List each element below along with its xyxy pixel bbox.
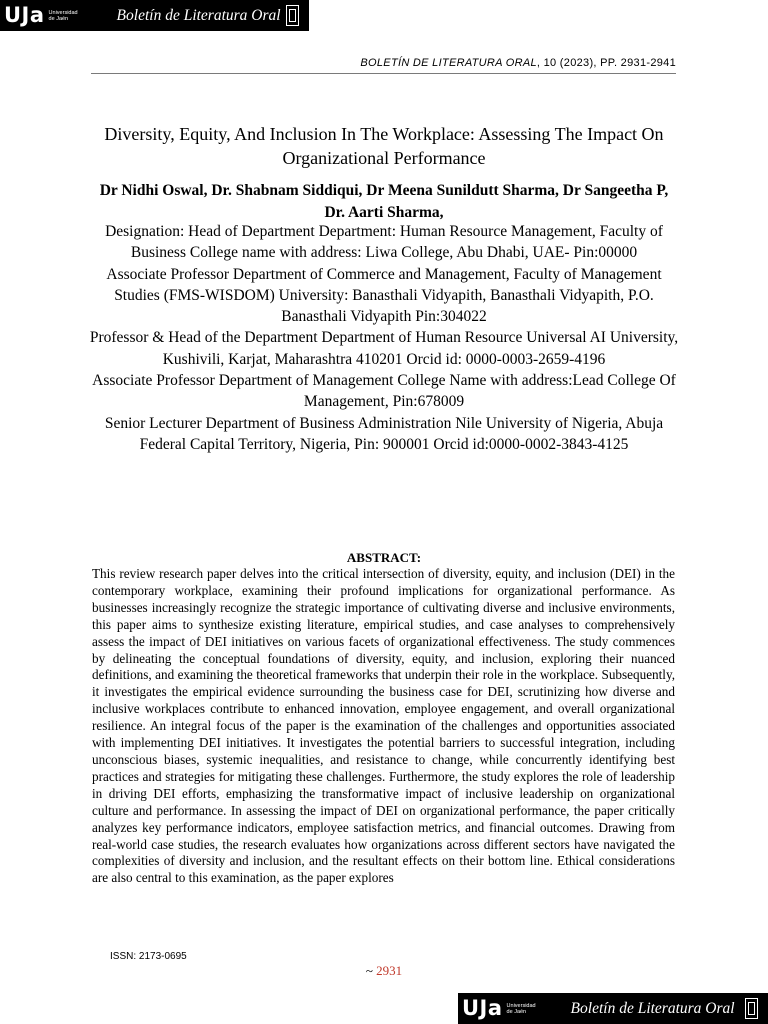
- uja-logo: UJa: [4, 3, 45, 27]
- abstract-heading: ABSTRACT:: [346, 550, 422, 565]
- affiliation-2: Associate Professor Department of Commerce and Management, Faculty of Management Studies (FMS-WISDOM) University: Banasthali Vidyapith, Banasthali Vidyapith, P.O. Banasthali Vidyapith Pin:304022: [106, 265, 662, 326]
- page-number: [0, 963, 768, 979]
- uja-logo: UJa: [462, 996, 503, 1020]
- journal-title: Boletín de Literatura Oral: [570, 999, 735, 1017]
- page-number-value: 2931: [376, 963, 403, 978]
- affiliation-5: Senior Lecturer Department of Business Administration Nile University of Nigeria, Abuja Federal Capital Territory, Nigeria, Pin: 900001 Orcid id:0000-0002-3843-4125: [104, 414, 664, 453]
- crest-icon: [286, 5, 299, 26]
- running-header-journal: BOLETÍN DE LITERATURA ORAL: [360, 57, 537, 69]
- author-list: Dr Nidhi Oswal, Dr. Shabnam Siddiqui, Dr Meena Sunildutt Sharma, Dr Sangeetha P, Dr. Aarti Sharma,: [99, 182, 669, 221]
- affiliation-1: Designation: Head of Department Department: Human Resource Management, Faculty of Business College name with address: Liwa College, Abu Dhabi, UAE- Pin:00000: [105, 223, 663, 262]
- issn: ISSN: 2173-0695: [110, 951, 187, 962]
- journal-banner-bottom: [458, 993, 768, 1024]
- affiliation-3: Professor & Head of the Department Department of Human Resource Universal AI University, Kushivili, Karjat, Maharashtra 410201 Orcid id: 0000-0003-2659-4196: [89, 329, 679, 368]
- affiliations: [86, 221, 682, 455]
- university-name: Universidad de Jaén: [48, 9, 78, 22]
- affiliation-4: Associate Professor Department of Management College Name with address:Lead College Of Management, Pin:678009: [92, 372, 676, 411]
- running-header-citation: , 10 (2023), PP. 2931-2941: [536, 57, 676, 69]
- university-name: Universidad de Jaén: [506, 1002, 536, 1015]
- abstract-body: This review research paper delves into the critical intersection of diversity, equity, and inclusion (DEI) in the contemporary workplace, examining their profound implications for organizational performance. As businesses increasingly recognize the strategic importance of cultivating diverse and inclusive environments, this paper aims to synthesize existing literature, empirical studies, and case analyses to comprehensively assess the impact of DEI initiatives on various facets of organizational effectiveness. The study commences by delineating the conceptual foundations of diversity, equity, and inclusion, exploring their nuanced definitions, and examining the theoretical frameworks that underpin their role in the workplace. Subsequently, it investigates the empirical evidence surrounding the business case for DEI, scrutinizing how diverse and inclusive workplaces contribute to enhanced innovation, employee engagement, and overall organizational resilience. An integral focus of the paper is the examination of the challenges and opportunities associated with implementing DEI initiatives. It investigates the potential barriers to successful integration, including unconscious biases, systemic inequalities, and resistance to change, while concurrently identifying best practices and strategies for mitigating these challenges. Furthermore, the study explores the role of leadership in driving DEI efforts, emphasizing the transformative impact of inclusive leadership on organizational culture and performance. In assessing the impact of DEI on organizational performance, the paper critically analyzes key performance indicators, employee satisfaction metrics, and financial outcomes. Drawing from real-world case studies, the research evaluates how organizations across different sectors have navigated the complexities of diversity and inclusion, and the resultant effects on their bottom line. Ethical considerations are also central to this examination, as the paper explores: [92, 566, 675, 886]
- journal-title: Boletín de Literatura Oral: [116, 6, 281, 24]
- running-header: [360, 57, 676, 69]
- page-prefix: ~: [365, 963, 377, 978]
- header-rule: [91, 73, 676, 74]
- paper-title: Diversity, Equity, And Inclusion In The Workplace: Assessing The Impact On Organizational Performance: [104, 124, 664, 168]
- crest-icon: [745, 998, 758, 1019]
- journal-banner-top: [0, 0, 309, 31]
